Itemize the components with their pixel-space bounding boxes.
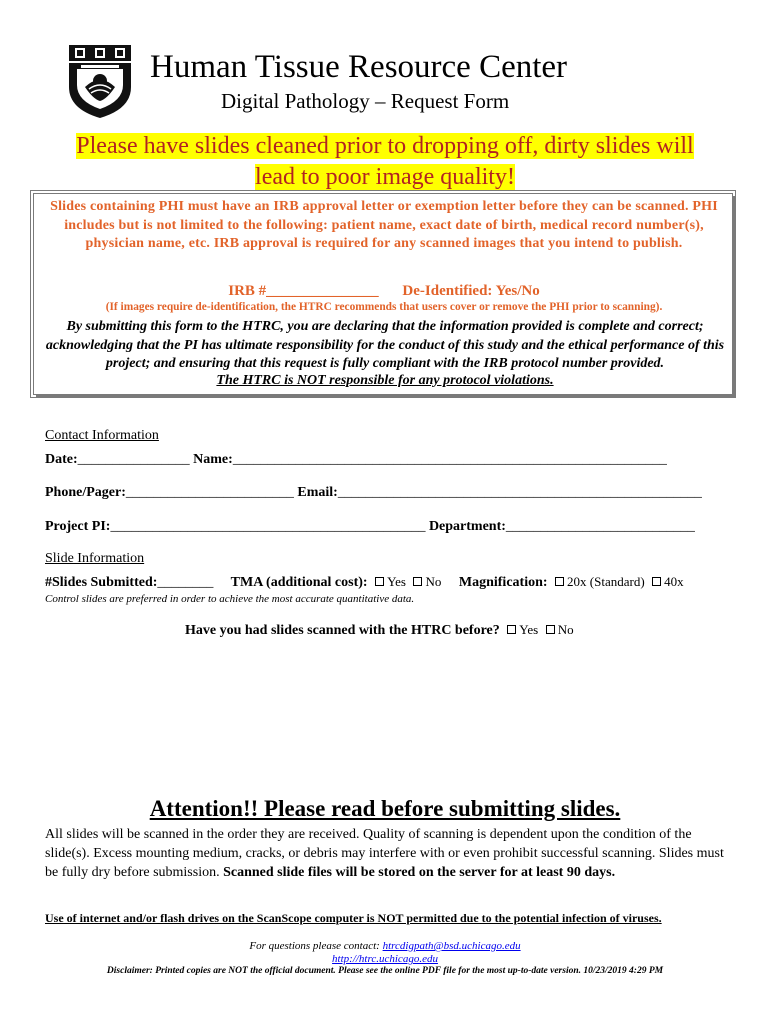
cleaning-warning-line-1: Please have slides cleaned prior to dropping off, dirty slides will	[76, 133, 694, 159]
name-field[interactable]: ______________________________________________________________	[232, 452, 667, 467]
university-seal-logo	[67, 43, 133, 119]
scanned-yes-checkbox[interactable]	[507, 625, 516, 634]
tma-label: TMA (additional cost):	[230, 575, 368, 590]
mag-20x-checkbox[interactable]	[555, 577, 564, 586]
cleaning-warning	[40, 131, 730, 193]
website-line	[0, 953, 770, 965]
department-field[interactable]: ___________________________	[505, 519, 695, 534]
irb-number-field[interactable]: IRB #_______________	[228, 283, 379, 299]
control-slides-note: Control slides are preferred in order to achieve the most accurate quantitative data.	[45, 593, 415, 605]
storage-notice: Scanned slide files will be stored on the server for at least 90 days.	[223, 865, 616, 880]
date-name-row	[45, 452, 667, 468]
contact-info-heading: Contact Information	[45, 428, 159, 443]
usage-restriction: Use of internet and/or flash drives on the ScanScope computer is NOT permitted due to the potential infection of viruses.	[45, 911, 662, 925]
scanned-before-question: Have you had slides scanned with the HTRC before?	[185, 623, 500, 638]
name-label: Name:	[193, 452, 233, 467]
project-pi-field[interactable]: _____________________________________________	[110, 519, 426, 534]
attention-heading: Attention!! Please read before submitting slides.	[149, 796, 621, 821]
magnification-label: Magnification:	[458, 575, 548, 590]
email-label: Email:	[297, 485, 338, 500]
phone-field[interactable]: ________________________	[125, 485, 294, 500]
slides-submitted-label: #Slides Submitted:	[45, 575, 158, 590]
contact-line	[0, 940, 770, 952]
slides-submitted-field[interactable]: ________	[157, 575, 214, 590]
pi-department-row	[45, 519, 695, 535]
cleaning-warning-line-2: lead to poor image quality!	[255, 164, 515, 190]
deidentified-field[interactable]: De-Identified: Yes/No	[402, 283, 540, 299]
tma-no-checkbox[interactable]	[413, 577, 422, 586]
tma-no-label: No	[425, 574, 442, 589]
project-pi-label: Project PI:	[45, 519, 111, 534]
date-field[interactable]: ________________	[77, 452, 190, 467]
slide-info-heading: Slide Information	[45, 551, 145, 566]
mag-40x-checkbox[interactable]	[652, 577, 661, 586]
page-subtitle: Digital Pathology – Request Form	[221, 89, 510, 113]
email-field[interactable]: ____________________________________________________	[337, 485, 702, 500]
mag-40x-label: 40x	[664, 574, 684, 589]
tma-yes-checkbox[interactable]	[375, 577, 384, 586]
contact-email-link[interactable]: htrcdigpath@bsd.uchicago.edu	[382, 940, 521, 952]
scanned-no-label: No	[557, 622, 574, 637]
scanned-yes-label: Yes	[519, 622, 539, 637]
irb-line	[46, 283, 722, 300]
page-title: Human Tissue Resource Center	[150, 49, 568, 85]
attention-body	[45, 825, 725, 882]
submission-declaration: By submitting this form to the HTRC, you are declaring that the information provided is complete and correct; acknowledging that the PI has ultimate responsibility for the conduct of this study and the ethical performance of this project; and ensuring that this request is fully compliant with the IRB protocol number provided.	[45, 319, 725, 371]
website-link[interactable]: http://htrc.uchicago.edu	[332, 953, 438, 965]
department-label: Department:	[428, 519, 506, 534]
mag-20x-label: 20x (Standard)	[567, 574, 645, 589]
scanned-before-row	[185, 622, 574, 639]
footer-disclaimer: Disclaimer: Printed copies are NOT the official document. Please see the online PDF file for the most up-to-date version. 10/23/2019 4:29 PM	[106, 966, 664, 976]
slide-details-row	[45, 574, 684, 591]
scanned-no-checkbox[interactable]	[546, 625, 555, 634]
phone-email-row	[45, 485, 702, 501]
attention-body-text: All slides will be scanned in the order they are received. Quality of scanning is dependent upon the condition of the slide(s). Excess mounting medium, cracks, or debris may interfere with or even prohibit successful scanning. Slides must be fully dry before submission.	[45, 827, 724, 880]
date-label: Date:	[45, 452, 78, 467]
protocol-violation-disclaimer: The HTRC is NOT responsible for any protocol violations.	[216, 373, 554, 388]
phone-label: Phone/Pager:	[45, 485, 126, 500]
phi-notice-text: Slides containing PHI must have an IRB approval letter or exemption letter before they can be scanned. PHI includes but is not limited to the following: patient name, exact date of birth, medical record number(s), physician name, etc. IRB approval is required for any scanned images that you intend to publish.	[50, 199, 718, 251]
deidentification-note: (If images require de-identification, the HTRC recommends that users cover or remove the PHI prior to scanning).	[105, 301, 663, 313]
contact-text: For questions please contact:	[249, 940, 383, 952]
tma-yes-label: Yes	[387, 574, 406, 589]
